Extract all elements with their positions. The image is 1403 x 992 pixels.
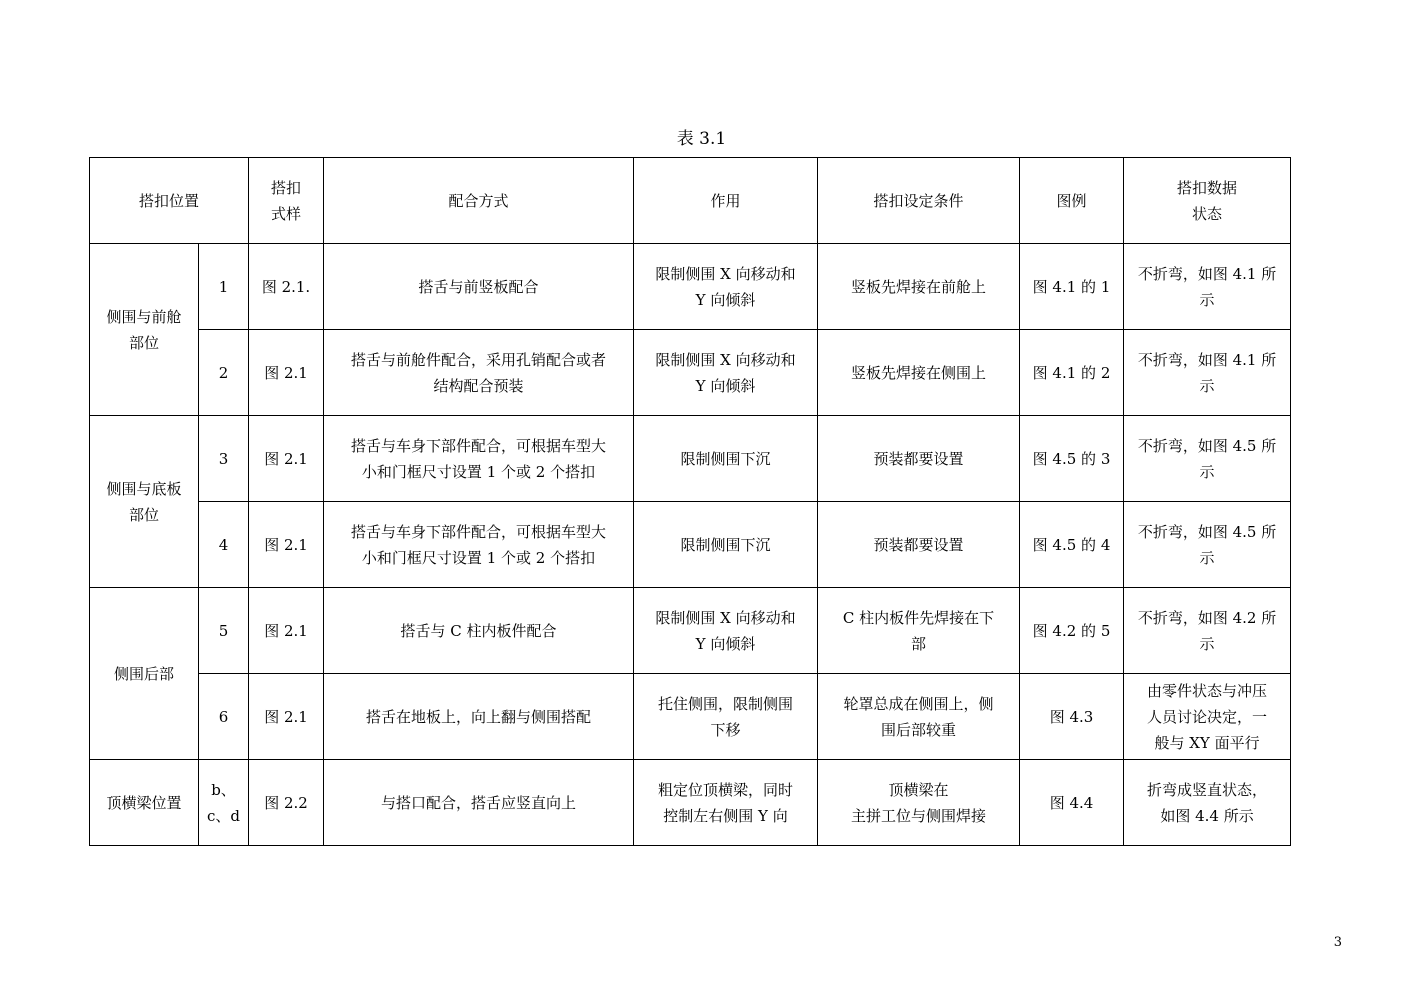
row-condition: C 柱内板件先焊接在下 部 [818,588,1020,674]
group-cell: 侧围与底板 部位 [90,416,199,588]
row-fit: 搭舌与 C 柱内板件配合 [324,588,634,674]
table-row [90,244,1291,330]
header-state: 搭扣数据 状态 [1124,158,1291,244]
row-function: 托住侧围，限制侧围 下移 [634,674,818,760]
group-cell: 侧围与前舱 部位 [90,244,199,416]
row-state: 不折弯，如图 4.5 所 示 [1124,502,1291,588]
row-legend: 图 4.3 [1020,674,1124,760]
row-function: 限制侧围下沉 [634,416,818,502]
row-style: 图 2.2 [249,760,324,846]
row-legend: 图 4.1 的 2 [1020,330,1124,416]
table-row [90,416,1291,502]
row-fit: 与搭口配合，搭舌应竖直向上 [324,760,634,846]
row-condition: 预装都要设置 [818,502,1020,588]
row-legend: 图 4.2 的 5 [1020,588,1124,674]
row-number: 2 [199,330,249,416]
header-style: 搭扣 式样 [249,158,324,244]
group-cell: 顶横梁位置 [90,760,199,846]
row-function: 限制侧围 X 向移动和 Y 向倾斜 [634,330,818,416]
table-row [90,330,1291,416]
row-function: 限制侧围 X 向移动和 Y 向倾斜 [634,588,818,674]
row-number: 6 [199,674,249,760]
row-state: 不折弯，如图 4.1 所 示 [1124,330,1291,416]
row-state: 折弯成竖直状态， 如图 4.4 所示 [1124,760,1291,846]
row-number: b、 c、d [199,760,249,846]
row-condition: 竖板先焊接在前舱上 [818,244,1020,330]
row-condition: 顶横梁在 主拼工位与侧围焊接 [818,760,1020,846]
row-function: 粗定位顶横梁，同时 控制左右侧围 Y 向 [634,760,818,846]
row-number: 1 [199,244,249,330]
header-legend: 图例 [1020,158,1124,244]
table-row [90,502,1291,588]
row-fit: 搭舌与前竖板配合 [324,244,634,330]
table-row [90,674,1291,760]
row-style: 图 2.1 [249,416,324,502]
header-row [90,158,1291,244]
row-state: 不折弯，如图 4.2 所 示 [1124,588,1291,674]
row-fit: 搭舌与前舱件配合，采用孔销配合或者 结构配合预装 [324,330,634,416]
row-style: 图 2.1 [249,330,324,416]
data-table [89,157,1291,846]
row-legend: 图 4.1 的 1 [1020,244,1124,330]
table-caption: 表 3.1 [676,129,727,149]
row-style: 图 2.1. [249,244,324,330]
header-function: 作用 [634,158,818,244]
row-fit: 搭舌在地板上，向上翻与侧围搭配 [324,674,634,760]
row-number: 3 [199,416,249,502]
header-position: 搭扣位置 [90,158,249,244]
table-row [90,760,1291,846]
row-function: 限制侧围 X 向移动和 Y 向倾斜 [634,244,818,330]
header-fit: 配合方式 [324,158,634,244]
row-function: 限制侧围下沉 [634,502,818,588]
row-condition: 预装都要设置 [818,416,1020,502]
row-legend: 图 4.5 的 4 [1020,502,1124,588]
row-state: 由零件状态与冲压 人员讨论决定，一 般与 XY 面平行 [1124,674,1291,760]
row-condition: 竖板先焊接在侧围上 [818,330,1020,416]
row-style: 图 2.1 [249,502,324,588]
row-condition: 轮罩总成在侧围上，侧 围后部较重 [818,674,1020,760]
row-style: 图 2.1 [249,674,324,760]
row-number: 4 [199,502,249,588]
row-fit: 搭舌与车身下部件配合，可根据车型大 小和门框尺寸设置 1 个或 2 个搭扣 [324,502,634,588]
row-style: 图 2.1 [249,588,324,674]
header-condition: 搭扣设定条件 [818,158,1020,244]
table-row [90,588,1291,674]
row-legend: 图 4.5 的 3 [1020,416,1124,502]
row-legend: 图 4.4 [1020,760,1124,846]
row-state: 不折弯，如图 4.5 所 示 [1124,416,1291,502]
group-cell: 侧围后部 [90,588,199,760]
row-number: 5 [199,588,249,674]
page-number: 3 [1333,935,1342,950]
row-state: 不折弯，如图 4.1 所 示 [1124,244,1291,330]
row-fit: 搭舌与车身下部件配合，可根据车型大 小和门框尺寸设置 1 个或 2 个搭扣 [324,416,634,502]
